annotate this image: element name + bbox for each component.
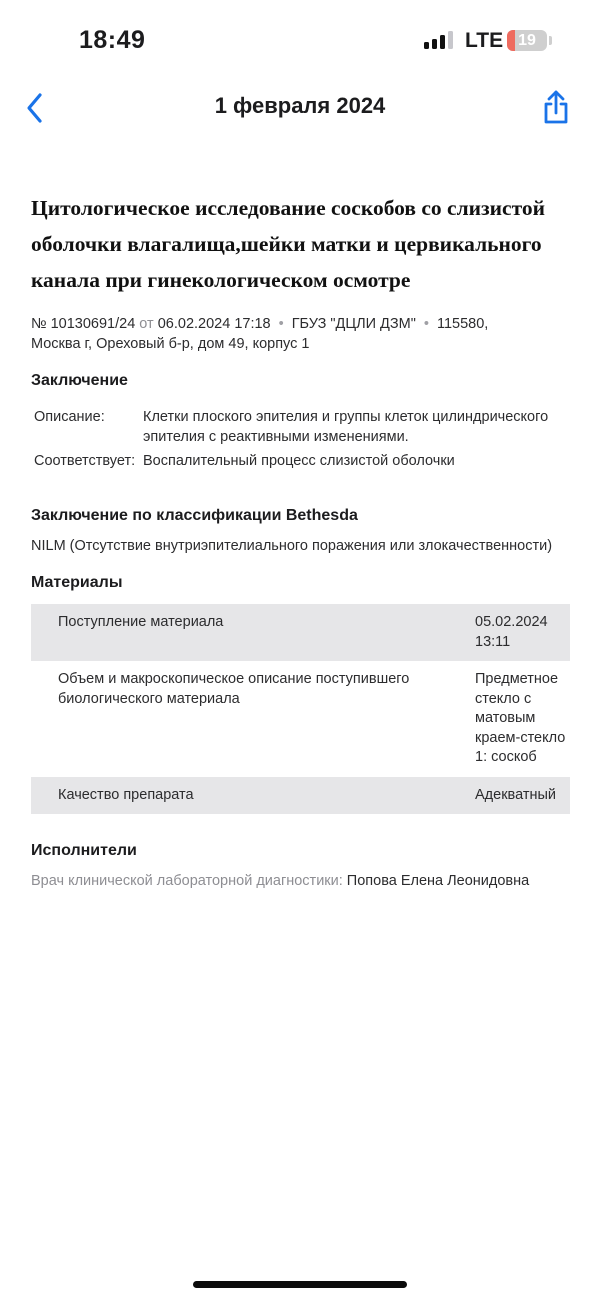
table-row <box>31 777 570 815</box>
materials-section <box>31 574 571 814</box>
performer-role: Врач клинической лабораторной диагностики: <box>31 873 343 889</box>
document-meta <box>31 314 571 354</box>
materials-table <box>31 604 570 814</box>
material-value: Адекватный <box>475 786 556 803</box>
chevron-left-icon <box>22 90 52 126</box>
conclusion-row <box>34 407 571 447</box>
battery-icon <box>507 30 547 51</box>
section-heading: Заключение <box>31 372 128 389</box>
battery-level: 19 <box>518 32 536 49</box>
conclusion-row <box>34 451 571 471</box>
network-type: LTE <box>465 29 504 52</box>
performers-section <box>31 842 571 891</box>
bethesda-result: NILM (Отсутствие внутриэпителиального поражения или злокачественности) <box>31 538 553 554</box>
row-value: Воспалительный процесс слизистой оболочки <box>143 453 455 469</box>
bethesda-section <box>31 507 571 556</box>
material-value: Предметное стекло с матовым краем-стекло 1: соскоб <box>475 671 566 765</box>
cellular-signal-icon <box>424 31 454 49</box>
material-name: Объем и макроскопическое описание поступившего биологического материала <box>58 671 410 707</box>
from-label: от <box>139 316 154 332</box>
material-name: Поступление материала <box>58 614 224 630</box>
conclusion-section <box>31 372 571 471</box>
row-value: Клетки плоского эпителия и группы клеток цилиндрического эпителия с реактивными изменениями. <box>143 409 549 445</box>
organization: ГБУЗ "ДЦЛИ ДЗМ" <box>291 316 416 332</box>
status-bar <box>0 0 600 80</box>
address-line2: Москва г, Ореховый б-р, дом 49, корпус 1 <box>31 336 310 352</box>
performer-entry <box>31 871 571 891</box>
separator-dot: • <box>423 316 429 332</box>
share-button[interactable] <box>540 88 572 128</box>
back-button[interactable] <box>22 90 52 126</box>
address-line1: 115580, <box>436 316 489 332</box>
material-name: Качество препарата <box>58 786 194 803</box>
row-key: Соответствует: <box>34 453 136 469</box>
document-number: № 10130691/24 <box>31 316 136 332</box>
home-indicator[interactable] <box>193 1281 407 1288</box>
table-row <box>31 661 570 777</box>
material-value: 05.02.2024 13:11 <box>475 614 548 650</box>
section-heading: Заключение по классификации Bethesda <box>31 507 358 524</box>
performer-name: Попова Елена Леонидовна <box>346 873 530 889</box>
status-time: 18:49 <box>79 26 146 54</box>
document-date: 06.02.2024 17:18 <box>157 316 271 332</box>
document-title: Цитологическое исследование соскобов со слизистой оболочки влагалища,шейки матки и цервикального канала при гинекологическом осмотре <box>31 196 546 292</box>
row-key: Описание: <box>34 409 105 425</box>
page-title: 1 февраля 2024 <box>214 93 386 118</box>
table-row <box>31 604 570 661</box>
document-content <box>31 190 571 891</box>
nav-bar <box>0 80 600 136</box>
separator-dot: • <box>278 316 284 332</box>
section-heading: Материалы <box>31 574 123 591</box>
share-icon <box>540 88 572 128</box>
section-heading: Исполнители <box>31 842 137 859</box>
battery-tip <box>549 36 552 45</box>
